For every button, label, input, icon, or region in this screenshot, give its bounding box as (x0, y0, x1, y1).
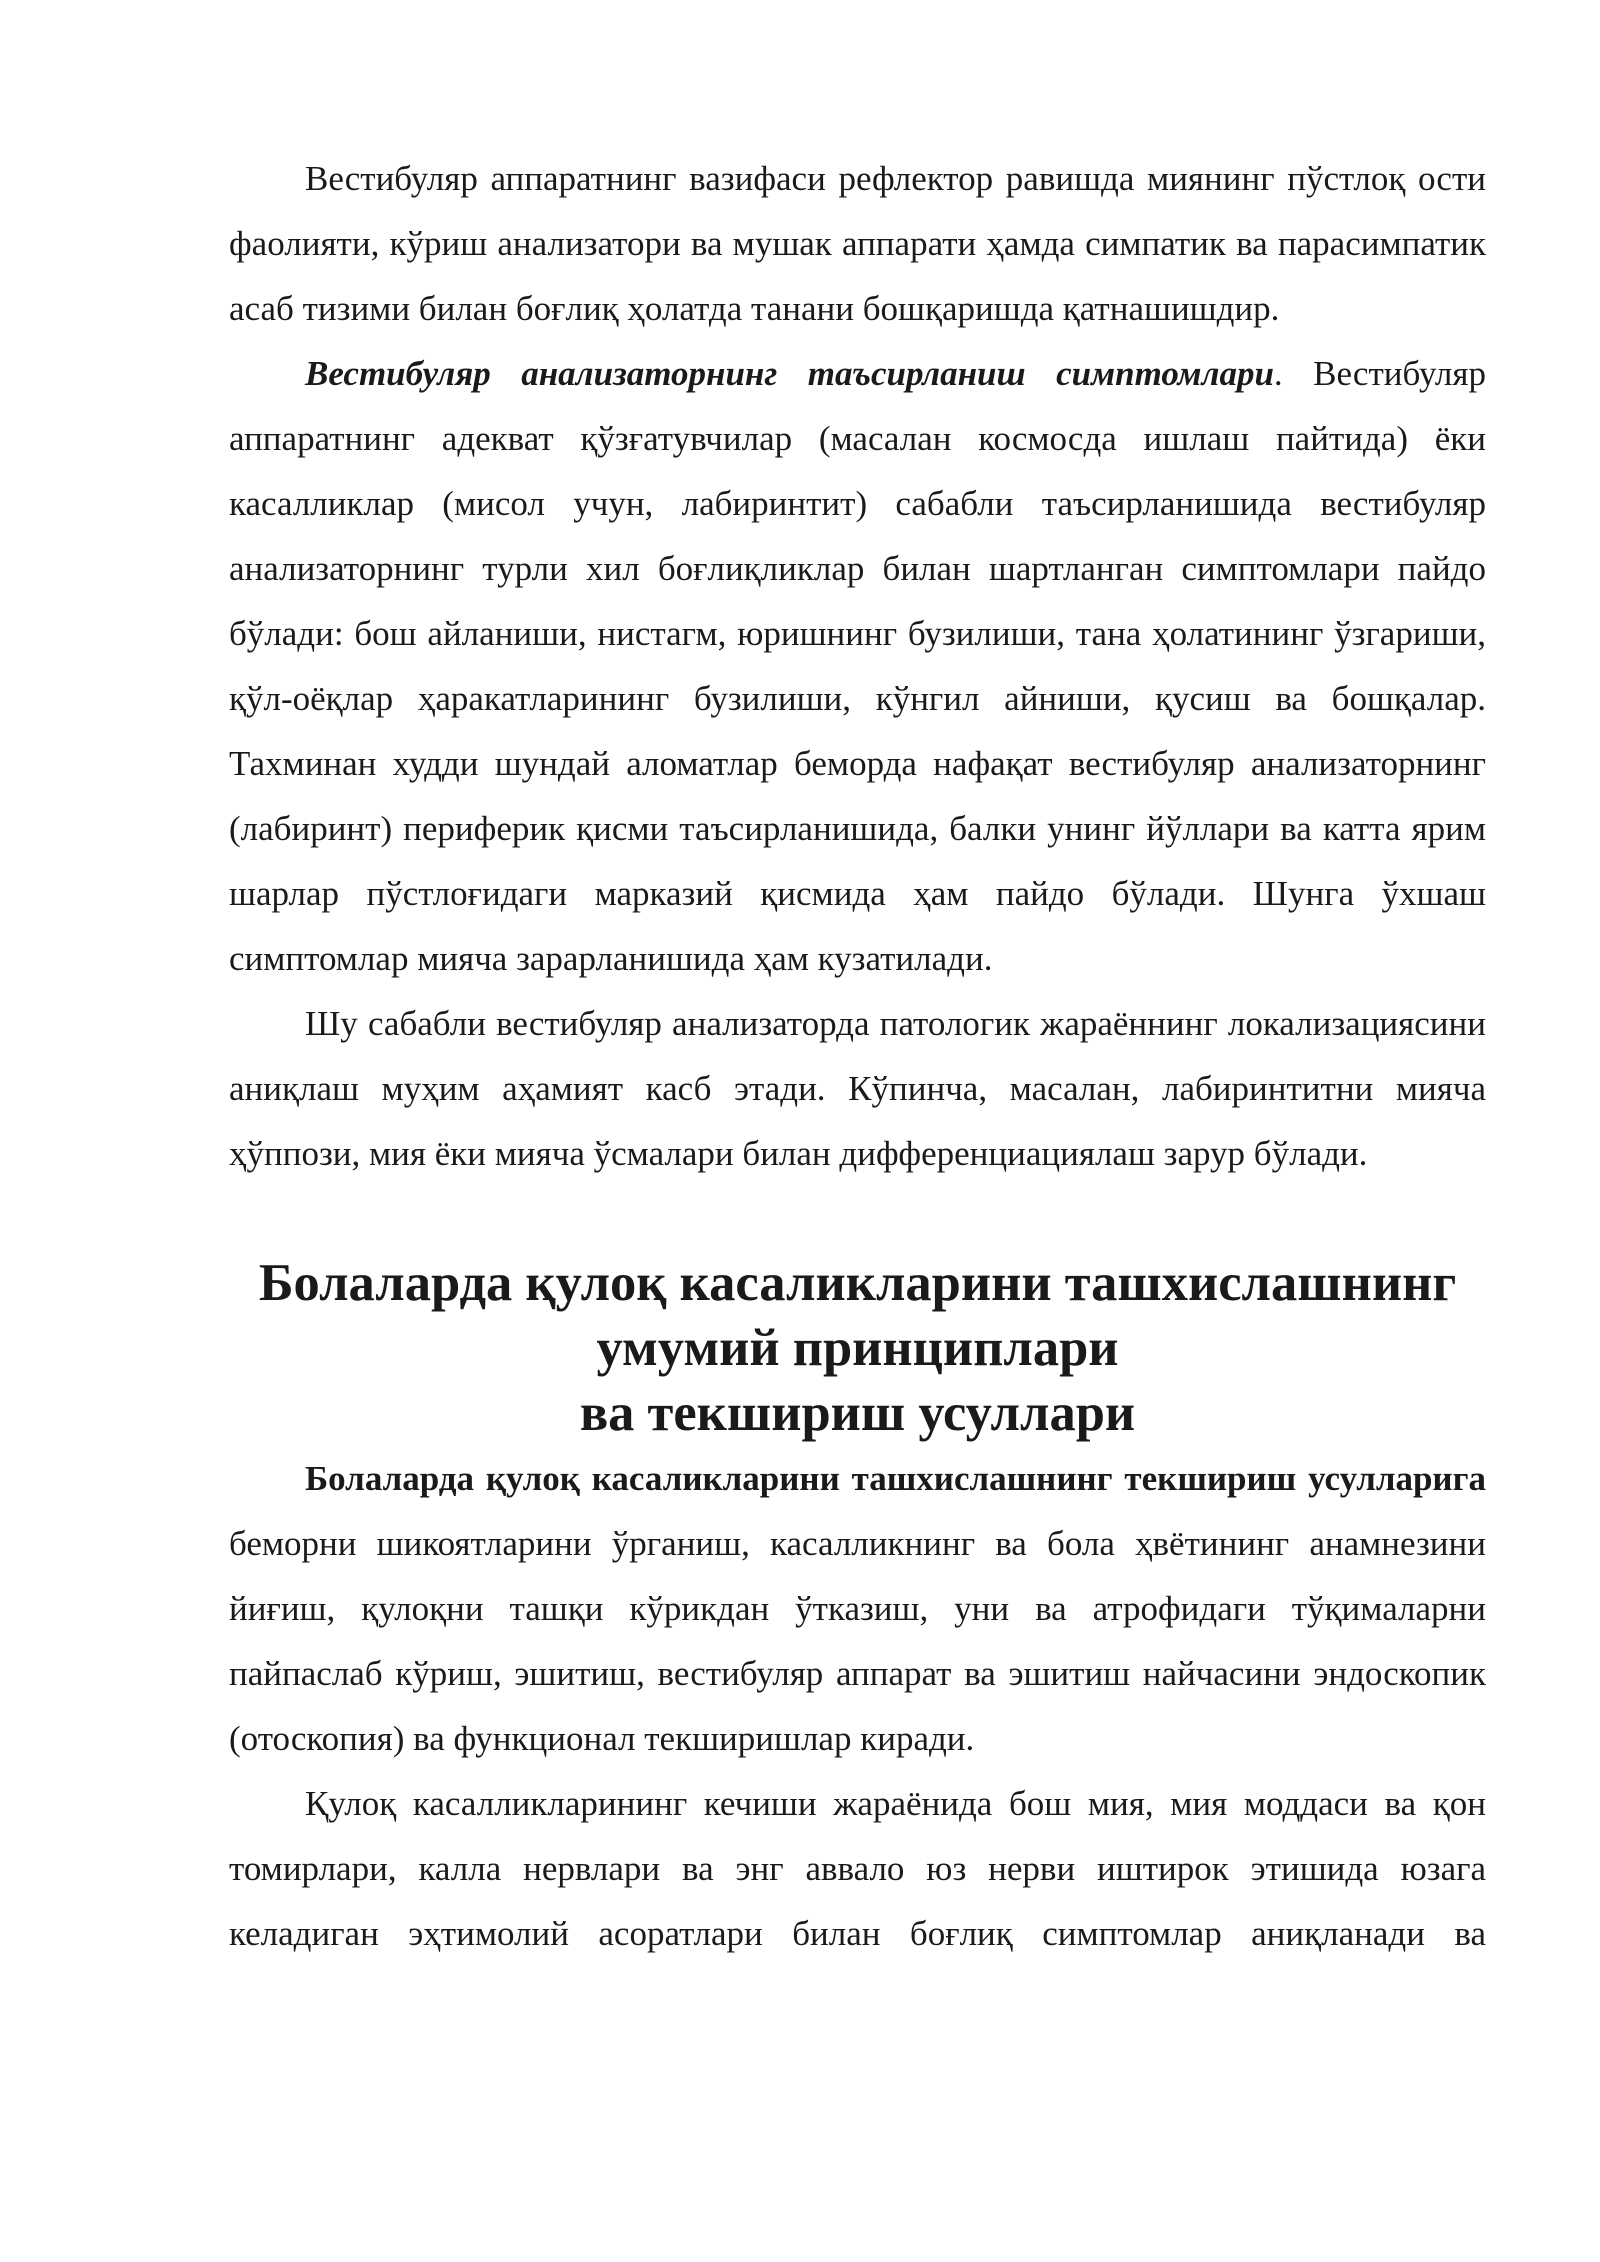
paragraph-run-body: . Вестибуляр аппаратнинг адекват қўзғатувчилар (масалан космосда ишлаш пайтида) ёки касалликлар (мисол учун, лабиринтит) сабабли таъсирланишида вестибуляр анализаторнинг турли хил боғлиқликлар билан шартланган симптомлари пайдо бўлади: бош айланиши, нистагм, юришнинг бузилиши, тана ҳолатининг ўзгариши, қўл-оёқлар ҳаракатларининг бузилиши, кўнгил айниши, қусиш ва бошқалар. Тахминан худди шундай аломатлар беморда нафақат вестибуляр анализаторнинг (лабиринт) периферик қисми таъсирланишида, балки унинг йўллари ва катта ярим шарлар пўстлоғидаги марказий қисмида ҳам пайдо бўлади. Шунга ўхшаш симптомлар мияча зарарланишида ҳам кузатилади. (229, 354, 1486, 978)
paragraph-run-bold-lead: Болаларда қулоқ касаликларини ташхислашнинг текшириш усулларига (305, 1459, 1486, 1498)
section-heading-line-1: Болаларда қулоқ касаликларини ташхислашнинг умумий принциплари (258, 1254, 1457, 1377)
paragraph-vestibular-symptoms (229, 341, 1486, 991)
paragraph-localization: Шу сабабли вестибуляр анализаторда патологик жараённинг локализациясини аниқлаш муҳим аҳамият касб этади. Кўпинча, масалан, лабиринтитни мияча ҳўппози, мия ёки мияча ўсмалари билан дифференциациялаш зарур бўлади. (229, 1004, 1486, 1173)
section-heading (229, 1251, 1486, 1446)
paragraph-vestibular-function: Вестибуляр аппаратнинг вазифаси рефлектор равишда миянинг пўстлоқ ости фаолияти, кўриш анализатори ва мушак аппарати ҳамда симпатик ва парасимпатик асаб тизими билан боғлиқ ҳолатда танани бошқаришда қатнашишдир. (229, 159, 1486, 328)
section-spacer (229, 1186, 1486, 1251)
paragraph-run-body: беморни шикоятларини ўрганиш, касалликнинг ва бола ҳвётининг анамнезини йиғиш, қулоқни ташқи кўрикдан ўтказиш, уни ва атрофидаги тўқималарни пайпаслаб кўриш, эшитиш, вестибуляр аппарат ва эшитиш найчасини эндоскопик (отоскопия) ва функционал текширишлар киради. (229, 1524, 1486, 1758)
document-page (229, 146, 1486, 1966)
paragraph-complications: Қулоқ касалликларининг кечиши жараёнида бош мия, мия моддаси ва қон томирлари, калла нервлари ва энг аввало юз нерви иштирок этишида юзага келадиган эҳтимолий асоратлари билан боғлиқ симптомлар аниқланади ва (229, 1784, 1486, 1953)
section-heading-line-2: ва текшириш усуллари (579, 1384, 1136, 1442)
paragraph-examination-methods (229, 1446, 1486, 1771)
paragraph-run-title: Вестибуляр анализаторнинг таъсирланиш симптомлари (305, 354, 1274, 393)
